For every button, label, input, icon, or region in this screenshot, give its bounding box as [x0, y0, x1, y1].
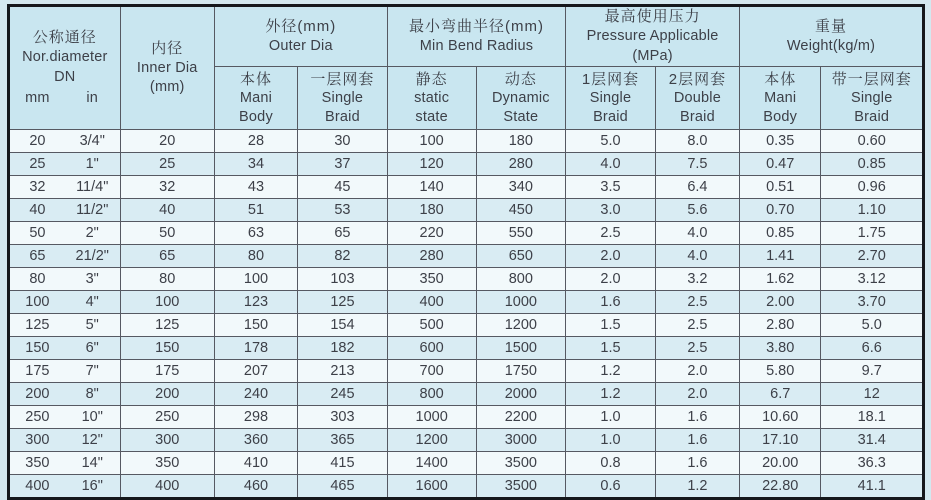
- cell-wt-braid: 0.60: [821, 130, 924, 153]
- cell-dynamic: 1200: [476, 314, 566, 337]
- cell-outer-body: 410: [214, 452, 297, 475]
- cell-outer-braid: 213: [298, 360, 388, 383]
- cell-dn-mm: 20: [29, 133, 46, 150]
- table-row: [9, 199, 924, 222]
- cell-mpa-single: 3.0: [566, 199, 656, 222]
- subheader-en1: Single: [850, 90, 893, 107]
- cell-outer-braid: 103: [298, 268, 388, 291]
- cell-static: 120: [387, 153, 476, 176]
- header-nominal-diameter-zh: 公称通径: [32, 28, 97, 46]
- table-row: [9, 452, 924, 475]
- cell-dn-mm: 175: [25, 363, 50, 380]
- cell-wt-braid: 0.96: [821, 176, 924, 199]
- cell-mpa-single: 0.6: [566, 475, 656, 499]
- cell-dn-mm: 80: [29, 271, 46, 288]
- cell-outer-braid: 30: [298, 130, 388, 153]
- cell-outer-body: 178: [214, 337, 297, 360]
- cell-dn: [9, 337, 121, 360]
- subheader-dynamic-state: [476, 67, 566, 130]
- cell-dynamic: 280: [476, 153, 566, 176]
- table-row: [9, 130, 924, 153]
- cell-dn-in: 10": [81, 409, 103, 426]
- cell-static: 600: [387, 337, 476, 360]
- header-unit-mm: mm: [25, 90, 50, 107]
- cell-outer-braid: 53: [298, 199, 388, 222]
- cell-wt-body: 5.80: [740, 360, 821, 383]
- cell-wt-braid: 18.1: [821, 406, 924, 429]
- table-body: [9, 130, 924, 499]
- cell-dn-mm: 50: [29, 225, 46, 242]
- cell-mpa-double: 1.6: [655, 406, 739, 429]
- cell-wt-braid: 12: [821, 383, 924, 406]
- cell-mpa-single: 0.8: [566, 452, 656, 475]
- cell-dn-in: 6": [85, 340, 99, 357]
- cell-outer-braid: 245: [298, 383, 388, 406]
- cell-static: 500: [387, 314, 476, 337]
- cell-dn: [9, 130, 121, 153]
- cell-dn-in: 5": [85, 317, 99, 334]
- cell-dn-mm: 65: [29, 248, 46, 265]
- cell-static: 350: [387, 268, 476, 291]
- cell-outer-body: 80: [214, 245, 297, 268]
- subheader-static-state: [387, 67, 476, 130]
- cell-dn-mm: 32: [29, 179, 46, 196]
- subheader-zh: 动态: [504, 70, 537, 88]
- table-row: [9, 291, 924, 314]
- cell-static: 700: [387, 360, 476, 383]
- subheader-zh: 一层网套: [310, 70, 375, 88]
- cell-dn: [9, 268, 121, 291]
- header-nominal-diameter-en: Nor.diameter: [22, 48, 108, 65]
- cell-dynamic: 180: [476, 130, 566, 153]
- cell-wt-body: 0.85: [740, 222, 821, 245]
- cell-mpa-single: 1.6: [566, 291, 656, 314]
- cell-wt-body: 1.62: [740, 268, 821, 291]
- cell-outer-braid: 365: [298, 429, 388, 452]
- cell-mpa-single: 3.5: [566, 176, 656, 199]
- cell-mpa-double: 3.2: [655, 268, 739, 291]
- cell-inner: 50: [120, 222, 214, 245]
- cell-mpa-single: 1.5: [566, 337, 656, 360]
- cell-inner: 250: [120, 406, 214, 429]
- cell-dn: [9, 452, 121, 475]
- subheader-en2: Braid: [593, 109, 628, 126]
- cell-inner: 200: [120, 383, 214, 406]
- cell-mpa-single: 4.0: [566, 153, 656, 176]
- subheader-weight-body: [740, 67, 821, 130]
- header-outer-dia-en: Outer Dia: [268, 38, 333, 55]
- cell-dn: [9, 383, 121, 406]
- cell-inner: 400: [120, 475, 214, 499]
- table-row: [9, 176, 924, 199]
- header-weight: [740, 6, 924, 67]
- cell-outer-braid: 465: [298, 475, 388, 499]
- cell-mpa-single: 1.0: [566, 406, 656, 429]
- cell-outer-braid: 303: [298, 406, 388, 429]
- cell-outer-body: 100: [214, 268, 297, 291]
- cell-mpa-double: 2.0: [655, 360, 739, 383]
- table-row: [9, 475, 924, 499]
- cell-wt-body: 0.35: [740, 130, 821, 153]
- cell-wt-braid: 41.1: [821, 475, 924, 499]
- cell-mpa-single: 2.0: [566, 268, 656, 291]
- table-row: [9, 337, 924, 360]
- cell-wt-braid: 1.10: [821, 199, 924, 222]
- cell-dn: [9, 245, 121, 268]
- cell-dn: [9, 291, 121, 314]
- subheader-en2: state: [415, 109, 448, 126]
- cell-wt-braid: 2.70: [821, 245, 924, 268]
- cell-dn: [9, 222, 121, 245]
- header-min-bend-radius-zh: 最小弯曲半径(mm): [408, 17, 544, 35]
- cell-dn-in: 4": [85, 294, 99, 311]
- cell-dynamic: 2000: [476, 383, 566, 406]
- cell-inner: 150: [120, 337, 214, 360]
- cell-mpa-single: 2.5: [566, 222, 656, 245]
- header-outer-dia: [214, 6, 387, 67]
- cell-dn: [9, 475, 121, 499]
- cell-outer-body: 43: [214, 176, 297, 199]
- cell-dynamic: 1000: [476, 291, 566, 314]
- cell-mpa-double: 2.0: [655, 383, 739, 406]
- cell-outer-body: 207: [214, 360, 297, 383]
- cell-dn: [9, 360, 121, 383]
- cell-wt-body: 0.51: [740, 176, 821, 199]
- table-row: [9, 268, 924, 291]
- cell-wt-body: 22.80: [740, 475, 821, 499]
- subheader-zh: 静态: [415, 70, 448, 88]
- cell-mpa-single: 1.5: [566, 314, 656, 337]
- header-nominal-diameter: [9, 6, 121, 130]
- cell-wt-body: 2.00: [740, 291, 821, 314]
- cell-outer-body: 51: [214, 199, 297, 222]
- cell-static: 220: [387, 222, 476, 245]
- table-row: [9, 245, 924, 268]
- subheader-zh: 本体: [764, 70, 797, 88]
- cell-inner: 125: [120, 314, 214, 337]
- cell-static: 400: [387, 291, 476, 314]
- cell-dn-mm: 125: [25, 317, 50, 334]
- cell-dynamic: 550: [476, 222, 566, 245]
- header-group-row: [9, 6, 924, 67]
- cell-dn-mm: 250: [25, 409, 50, 426]
- header-inner-dia-zh: 内径: [151, 39, 184, 57]
- cell-dn-mm: 40: [29, 202, 46, 219]
- cell-inner: 175: [120, 360, 214, 383]
- cell-outer-body: 150: [214, 314, 297, 337]
- table-row: [9, 222, 924, 245]
- cell-dn-in: 2": [85, 225, 99, 242]
- cell-wt-braid: 36.3: [821, 452, 924, 475]
- cell-outer-braid: 82: [298, 245, 388, 268]
- cell-dn-mm: 25: [29, 156, 46, 173]
- subheader-en1: Single: [589, 90, 632, 107]
- cell-wt-body: 6.7: [740, 383, 821, 406]
- header-inner-dia: [120, 6, 214, 130]
- subheader-en1: Double: [673, 90, 721, 107]
- cell-dynamic: 3500: [476, 475, 566, 499]
- cell-dynamic: 2200: [476, 406, 566, 429]
- cell-mpa-double: 5.6: [655, 199, 739, 222]
- header-pressure-zh: 最高使用压力: [604, 8, 701, 25]
- subheader-en2: Braid: [679, 109, 715, 126]
- subheader-outer-body: [214, 67, 297, 130]
- cell-dn-in: 12": [81, 432, 103, 449]
- cell-outer-body: 360: [214, 429, 297, 452]
- cell-outer-braid: 154: [298, 314, 388, 337]
- cell-outer-body: 28: [214, 130, 297, 153]
- cell-mpa-double: 4.0: [655, 245, 739, 268]
- subheader-zh: 2层网套: [668, 70, 727, 88]
- cell-mpa-double: 1.6: [655, 429, 739, 452]
- subheader-en1: Single: [321, 90, 364, 107]
- cell-dn-in: 7": [85, 363, 99, 380]
- header-min-bend-radius: [387, 6, 565, 67]
- header-pressure-unit: (MPa): [632, 47, 673, 64]
- subheader-zh: 1层网套: [581, 70, 640, 88]
- table-row: [9, 360, 924, 383]
- header-weight-zh: 重量: [814, 17, 847, 35]
- cell-outer-braid: 182: [298, 337, 388, 360]
- cell-outer-braid: 415: [298, 452, 388, 475]
- cell-static: 180: [387, 199, 476, 222]
- cell-outer-body: 34: [214, 153, 297, 176]
- cell-dynamic: 3500: [476, 452, 566, 475]
- cell-wt-body: 17.10: [740, 429, 821, 452]
- cell-mpa-double: 8.0: [655, 130, 739, 153]
- cell-mpa-single: 5.0: [566, 130, 656, 153]
- cell-inner: 32: [120, 176, 214, 199]
- cell-wt-braid: 3.70: [821, 291, 924, 314]
- cell-static: 280: [387, 245, 476, 268]
- cell-dn-in: 1": [85, 156, 99, 173]
- cell-inner: 350: [120, 452, 214, 475]
- subheader-pressure-single-braid: [566, 67, 656, 130]
- table-row: [9, 406, 924, 429]
- cell-mpa-double: 2.5: [655, 314, 739, 337]
- cell-inner: 65: [120, 245, 214, 268]
- cell-inner: 80: [120, 268, 214, 291]
- cell-dn: [9, 176, 121, 199]
- cell-outer-braid: 125: [298, 291, 388, 314]
- subheader-en2: State: [503, 109, 539, 126]
- table-header: [9, 6, 924, 130]
- header-inner-dia-en: Inner Dia: [136, 59, 198, 76]
- cell-dn-mm: 300: [25, 432, 50, 449]
- cell-mpa-double: 2.5: [655, 337, 739, 360]
- subheader-en1: Mani: [239, 90, 273, 107]
- cell-dynamic: 340: [476, 176, 566, 199]
- subheader-en2: Braid: [325, 109, 360, 126]
- cell-wt-braid: 0.85: [821, 153, 924, 176]
- cell-mpa-double: 4.0: [655, 222, 739, 245]
- cell-outer-braid: 37: [298, 153, 388, 176]
- cell-dn-mm: 400: [25, 478, 50, 495]
- cell-dn-mm: 350: [25, 455, 50, 472]
- hose-spec-table: [7, 4, 925, 500]
- cell-outer-braid: 45: [298, 176, 388, 199]
- cell-dn-in: 3": [85, 271, 99, 288]
- subheader-en2: Braid: [854, 109, 890, 126]
- cell-dynamic: 1500: [476, 337, 566, 360]
- cell-mpa-single: 2.0: [566, 245, 656, 268]
- subheader-en2: Body: [239, 109, 273, 126]
- cell-mpa-double: 7.5: [655, 153, 739, 176]
- cell-mpa-single: 1.0: [566, 429, 656, 452]
- cell-dn-in: 21/2": [75, 248, 109, 265]
- cell-dn-in: 16": [81, 478, 103, 495]
- cell-outer-body: 298: [214, 406, 297, 429]
- cell-dn-in: 3/4": [79, 133, 105, 150]
- cell-static: 800: [387, 383, 476, 406]
- cell-inner: 40: [120, 199, 214, 222]
- header-weight-en: Weight(kg/m): [786, 38, 876, 55]
- cell-mpa-double: 1.2: [655, 475, 739, 499]
- cell-mpa-single: 1.2: [566, 360, 656, 383]
- cell-wt-braid: 31.4: [821, 429, 924, 452]
- cell-dynamic: 1750: [476, 360, 566, 383]
- cell-dn-in: 11/4": [76, 179, 109, 196]
- cell-dynamic: 800: [476, 268, 566, 291]
- cell-dn: [9, 406, 121, 429]
- table-row: [9, 429, 924, 452]
- cell-outer-braid: 65: [298, 222, 388, 245]
- cell-inner: 100: [120, 291, 214, 314]
- cell-wt-braid: 6.6: [821, 337, 924, 360]
- subheader-weight-single-braid: [821, 67, 924, 130]
- cell-dynamic: 650: [476, 245, 566, 268]
- cell-wt-body: 1.41: [740, 245, 821, 268]
- cell-wt-body: 10.60: [740, 406, 821, 429]
- subheader-zh: 带一层网套: [831, 70, 912, 88]
- cell-static: 140: [387, 176, 476, 199]
- subheader-en1: Mani: [764, 90, 797, 107]
- cell-wt-body: 20.00: [740, 452, 821, 475]
- cell-wt-braid: 5.0: [821, 314, 924, 337]
- cell-dn: [9, 429, 121, 452]
- cell-wt-body: 3.80: [740, 337, 821, 360]
- cell-inner: 300: [120, 429, 214, 452]
- header-nominal-diameter-units: [10, 89, 120, 109]
- cell-static: 1600: [387, 475, 476, 499]
- cell-dn-mm: 100: [25, 294, 50, 311]
- cell-dn: [9, 199, 121, 222]
- cell-wt-body: 0.47: [740, 153, 821, 176]
- cell-outer-body: 460: [214, 475, 297, 499]
- cell-inner: 25: [120, 153, 214, 176]
- cell-inner: 20: [120, 130, 214, 153]
- table-row: [9, 383, 924, 406]
- table-row: [9, 153, 924, 176]
- cell-mpa-double: 6.4: [655, 176, 739, 199]
- cell-outer-body: 240: [214, 383, 297, 406]
- cell-dn-in: 8": [85, 386, 99, 403]
- header-nominal-diameter-dn: DN: [54, 68, 76, 85]
- cell-wt-body: 2.80: [740, 314, 821, 337]
- cell-dn-in: 14": [81, 455, 103, 472]
- header-pressure-en: Pressure Applicable: [586, 28, 719, 45]
- cell-outer-body: 63: [214, 222, 297, 245]
- header-unit-in: in: [86, 90, 99, 107]
- cell-mpa-single: 1.2: [566, 383, 656, 406]
- cell-static: 1000: [387, 406, 476, 429]
- cell-dn-mm: 150: [25, 340, 50, 357]
- header-outer-dia-zh: 外径(mm): [265, 17, 337, 35]
- cell-dn-mm: 200: [25, 386, 50, 403]
- cell-dn: [9, 153, 121, 176]
- subheader-en1: Dynamic: [491, 90, 550, 107]
- cell-outer-body: 123: [214, 291, 297, 314]
- header-inner-dia-unit: (mm): [149, 79, 185, 96]
- subheader-outer-single-braid: [298, 67, 388, 130]
- cell-mpa-double: 1.6: [655, 452, 739, 475]
- cell-dn-in: 11/2": [76, 202, 109, 219]
- cell-dynamic: 450: [476, 199, 566, 222]
- subheader-pressure-double-braid: [655, 67, 739, 130]
- cell-wt-braid: 3.12: [821, 268, 924, 291]
- cell-wt-braid: 1.75: [821, 222, 924, 245]
- header-min-bend-radius-en: Min Bend Radius: [419, 38, 534, 55]
- table-row: [9, 314, 924, 337]
- subheader-zh: 本体: [239, 70, 272, 88]
- cell-static: 1200: [387, 429, 476, 452]
- cell-mpa-double: 2.5: [655, 291, 739, 314]
- subheader-en2: Body: [763, 109, 798, 126]
- cell-static: 1400: [387, 452, 476, 475]
- cell-wt-body: 0.70: [740, 199, 821, 222]
- subheader-en1: static: [414, 90, 450, 107]
- cell-dynamic: 3000: [476, 429, 566, 452]
- cell-static: 100: [387, 130, 476, 153]
- header-pressure: [566, 6, 740, 67]
- cell-wt-braid: 9.7: [821, 360, 924, 383]
- cell-dn: [9, 314, 121, 337]
